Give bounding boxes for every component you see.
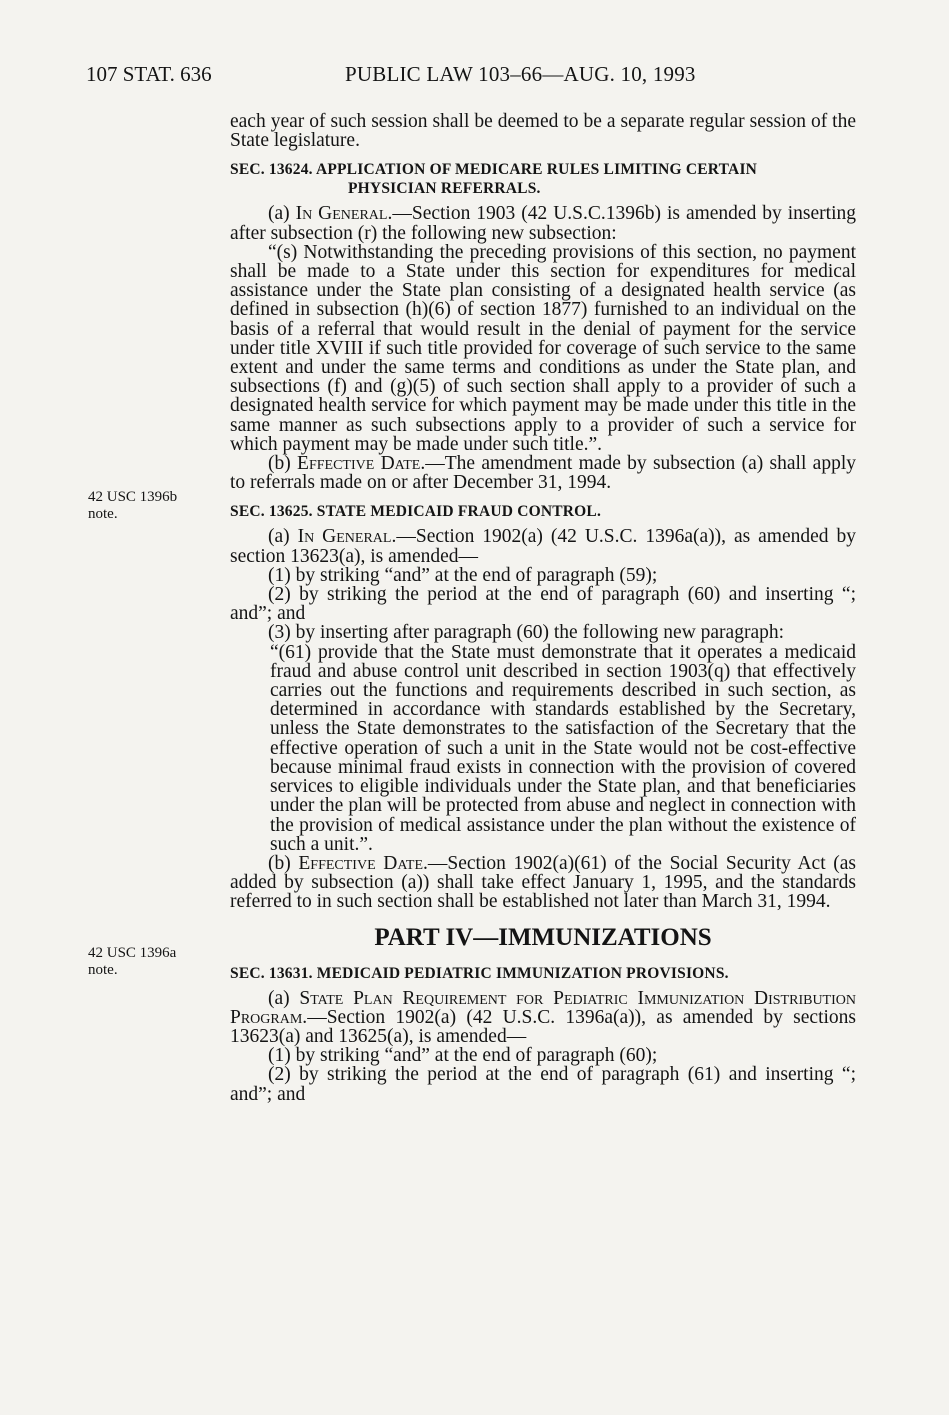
body-text: [230, 112, 856, 1104]
section-13625-quote: “(61) provide that the State must demonstrate that it operates a medicaid fraud and abuse control unit described in section 1903(q) that effectively carries out the functions and requirements described in such section, as determined in accordance with standards established by the Secretary, unless the State demonstrates to the satisfaction of the Secretary that the effective operation of such a unit in the State would not be cost-effective because minimal fraud exists in connection with the provision of covered services to eligible individuals under the State plan, and that beneficiaries under the plan will be protected from abuse and neglect in connection with the provision of medical assistance under the plan without the existence of such a unit.”.: [270, 641, 856, 855]
margin-note-1396a: 42 USC 1396a note.: [88, 945, 177, 978]
section-13625-a-2: (2) by striking the period at the end of paragraph (60) and inserting “; and”; and: [230, 584, 856, 625]
section-13625-heading: SEC. 13625. STATE MEDICAID FRAUD CONTROL.: [230, 503, 602, 521]
part-iv-heading: PART IV—IMMUNIZATIONS: [374, 923, 712, 951]
margin-note-1396b: 42 USC 1396b note.: [88, 489, 178, 522]
section-13631-a-2: (2) by striking the period at the end of paragraph (61) and inserting “; and”; and: [230, 1064, 856, 1105]
section-13631-a: (a) State Plan Requirement for Pediatric Immunization Distribution Program.—Section 1902(a) (42 U.S.C. 1396a(a)), as amended by sections 13623(a) and 13625(a), is amended—: [230, 987, 856, 1047]
section-13625-b: (b) Effective Date.—Section 1902(a)(61) of the Social Security Act (as added by subsection (a)) shall take effect January 1, 1995, and the standards referred to in such section shall be established not later than March 31, 1994.: [230, 852, 856, 913]
page-header: [86, 62, 866, 92]
section-13624-a: (a) In General.—Section 1903 (42 U.S.C.1396b) is amended by inserting after subsection (r) the following new subsection:: [230, 203, 856, 244]
section-13624-quote: “(s) Notwithstanding the preceding provisions of this section, no payment shall be made to a State under this section for expenditures for medical assistance under the State plan consisting of a designated health service (as defined in subsection (h)(6) of section 1877) furnished to an individual on the basis of a referral that would result in the denial of payment for the service under title XVIII if such title provided for coverage of such service to the same extent and under the same terms and conditions as under the State plan, and subsections (f) and (g)(5) of such section shall apply to a provider of such a designated health service for which payment may be made under this title in the same manner as such subsections apply to a provider of such a service for which payment may be made under such title.”.: [230, 241, 856, 455]
section-13631-a-1: (1) by striking “and” at the end of paragraph (60);: [268, 1045, 658, 1067]
statute-page-number: 107 STAT. 636: [86, 62, 212, 86]
section-13625-a-1: (1) by striking “and” at the end of paragraph (59);: [268, 564, 658, 586]
public-law-heading: PUBLIC LAW 103–66—AUG. 10, 1993: [345, 62, 696, 86]
section-13631-heading: SEC. 13631. MEDICAID PEDIATRIC IMMUNIZATION PROVISIONS.: [230, 964, 729, 982]
section-13625-a: (a) In General.—Section 1902(a) (42 U.S.C. 1396a(a)), as amended by section 13623(a), is amended—: [230, 526, 856, 567]
section-13624-b: (b) Effective Date.—The amendment made by subsection (a) shall apply to referrals made on or after December 31, 1994.: [230, 453, 856, 494]
intro-paragraph: each year of such session shall be deemed to be a separate regular session of the State legislature.: [230, 111, 856, 152]
section-13625-a-3: (3) by inserting after paragraph (60) the following new paragraph:: [268, 622, 785, 644]
section-13624-heading: SEC. 13624. APPLICATION OF MEDICARE RULES LIMITING CERTAIN PHYSICIAN REFERRALS.: [230, 161, 758, 198]
